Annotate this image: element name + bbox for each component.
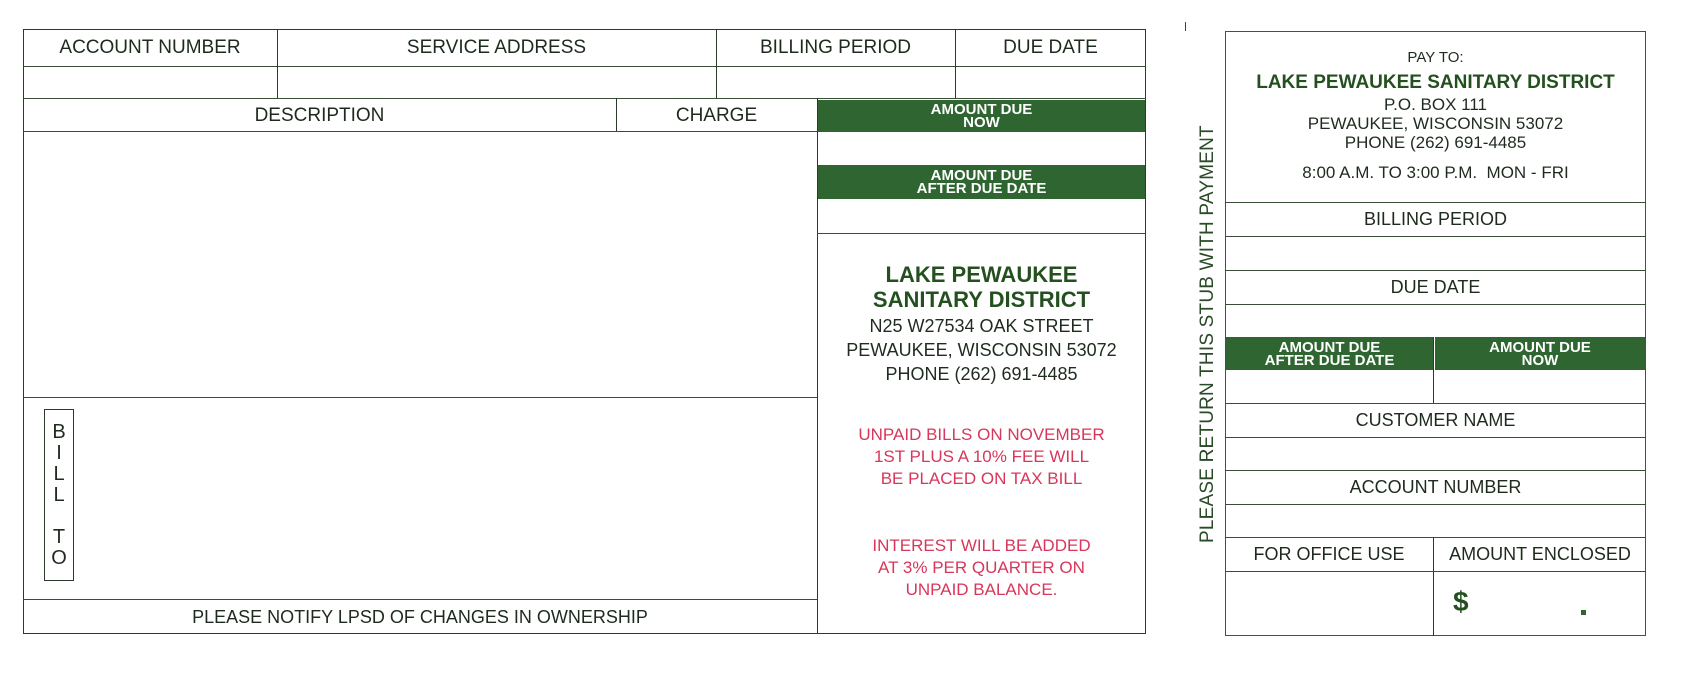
stub-district-name: LAKE PEWAUKEE SANITARY DISTRICT: [1256, 72, 1615, 93]
billing-period-header: BILLING PERIOD: [760, 36, 911, 58]
billing-period-field[interactable]: [717, 67, 954, 97]
stub-due-date-label: DUE DATE: [1390, 277, 1481, 297]
divider: [616, 98, 617, 132]
charge-header: CHARGE: [675, 104, 758, 126]
amount-due-after-line2: AFTER DUE DATE: [916, 180, 1047, 197]
amount-due-now-line2: NOW: [963, 114, 1000, 131]
stub-billing-period-field[interactable]: [1226, 237, 1645, 270]
amount-enclosed-field[interactable]: [1435, 572, 1645, 635]
bill-to-address-area: [90, 400, 810, 596]
stub-amount-due-after-header: [1226, 337, 1433, 370]
stub-city: PEWAUKEE, WISCONSIN 53072: [1307, 114, 1564, 133]
interest-notice: [818, 535, 1145, 601]
stub-amount-due-after-field[interactable]: [1226, 371, 1432, 403]
dollar-sign-icon: $: [1453, 586, 1469, 617]
pay-to-label: PAY TO:: [1407, 49, 1464, 66]
notice-line: UNPAID BALANCE.: [905, 580, 1058, 599]
notice-line: 1ST PLUS A 10% FEE WILL: [873, 447, 1090, 466]
stub-billing-period-label: BILLING PERIOD: [1363, 209, 1508, 229]
stub-amount-due-after-line2: AFTER DUE DATE: [1264, 351, 1395, 369]
stub-amount-due-now-line2: NOW: [1521, 351, 1559, 369]
district-info: [818, 262, 1145, 386]
amount-due-now-header: [818, 100, 1145, 132]
bill-to-letter: T: [52, 525, 66, 548]
notice-line: AT 3% PER QUARTER ON: [878, 558, 1085, 577]
bill-to-letter: O: [51, 546, 67, 569]
bill-to-letter: B: [52, 420, 66, 443]
return-stub-instruction: PLEASE RETURN THIS STUB WITH PAYMENT: [1197, 125, 1218, 543]
amount-enclosed-label: AMOUNT ENCLOSED: [1449, 544, 1631, 564]
stub-po-box: P.O. BOX 111: [1383, 95, 1487, 114]
notice-line: INTEREST WILL BE ADDED: [872, 536, 1091, 555]
account-number-field[interactable]: [24, 67, 276, 97]
stub-customer-name-field[interactable]: [1226, 438, 1645, 470]
stub-amount-due-now-header: [1435, 337, 1645, 370]
amount-due-now-line1: AMOUNT DUE: [930, 101, 1033, 118]
district-phone: PHONE (262) 691-4485: [885, 364, 1078, 384]
due-date-field[interactable]: [956, 67, 1145, 97]
account-number-header: ACCOUNT NUMBER: [59, 36, 241, 58]
amount-due-after-line1: AMOUNT DUE: [930, 167, 1033, 184]
ownership-change-notice: PLEASE NOTIFY LPSD OF CHANGES IN OWNERSHIP: [192, 606, 648, 627]
stub-hours: 8:00 A.M. TO 3:00 P.M. MON - FRI: [1302, 163, 1569, 182]
pay-to-block: [1226, 48, 1645, 183]
stub-amount-due-now-line1: AMOUNT DUE: [1489, 338, 1591, 356]
service-address-field[interactable]: [278, 67, 715, 97]
service-address-header: SERVICE ADDRESS: [406, 36, 587, 58]
stub-account-number-label: ACCOUNT NUMBER: [1349, 477, 1522, 497]
amount-due-after-header: [818, 165, 1145, 199]
perforation-mark: [1185, 22, 1186, 31]
district-street: N25 W27534 OAK STREET: [869, 316, 1094, 336]
stub-account-number-field[interactable]: [1226, 505, 1645, 537]
description-header: DESCRIPTION: [254, 104, 385, 126]
district-name-line1: LAKE PEWAUKEE: [885, 262, 1078, 287]
divider: [817, 233, 1146, 234]
amount-due-now-field[interactable]: [818, 132, 1145, 165]
stub-amount-due-after-line1: AMOUNT DUE: [1278, 338, 1381, 356]
description-area: [24, 133, 816, 397]
for-office-use-field: [1226, 572, 1432, 635]
stub-phone: PHONE (262) 691-4485: [1344, 133, 1527, 152]
notice-line: UNPAID BILLS ON NOVEMBER: [858, 425, 1105, 444]
district-city: PEWAUKEE, WISCONSIN 53072: [846, 340, 1117, 360]
unpaid-bills-notice: [818, 424, 1145, 490]
bill-to-label-box: [44, 409, 74, 581]
stub-amount-due-now-field[interactable]: [1435, 371, 1645, 403]
stub-customer-name-label: CUSTOMER NAME: [1355, 410, 1516, 430]
amount-due-after-field[interactable]: [818, 199, 1145, 233]
decimal-point: [1581, 610, 1586, 615]
divider: [23, 131, 817, 132]
stub-due-date-field[interactable]: [1226, 305, 1645, 337]
for-office-use-label: FOR OFFICE USE: [1253, 544, 1405, 564]
bill-to-letter: I: [56, 441, 62, 464]
divider: [1433, 337, 1434, 403]
divider: [23, 397, 817, 398]
district-name-line2: SANITARY DISTRICT: [872, 287, 1091, 312]
bill-to-letter: L: [53, 462, 65, 485]
notice-line: BE PLACED ON TAX BILL: [880, 469, 1083, 488]
due-date-header: DUE DATE: [1003, 36, 1098, 58]
bill-to-letter: L: [53, 483, 65, 506]
